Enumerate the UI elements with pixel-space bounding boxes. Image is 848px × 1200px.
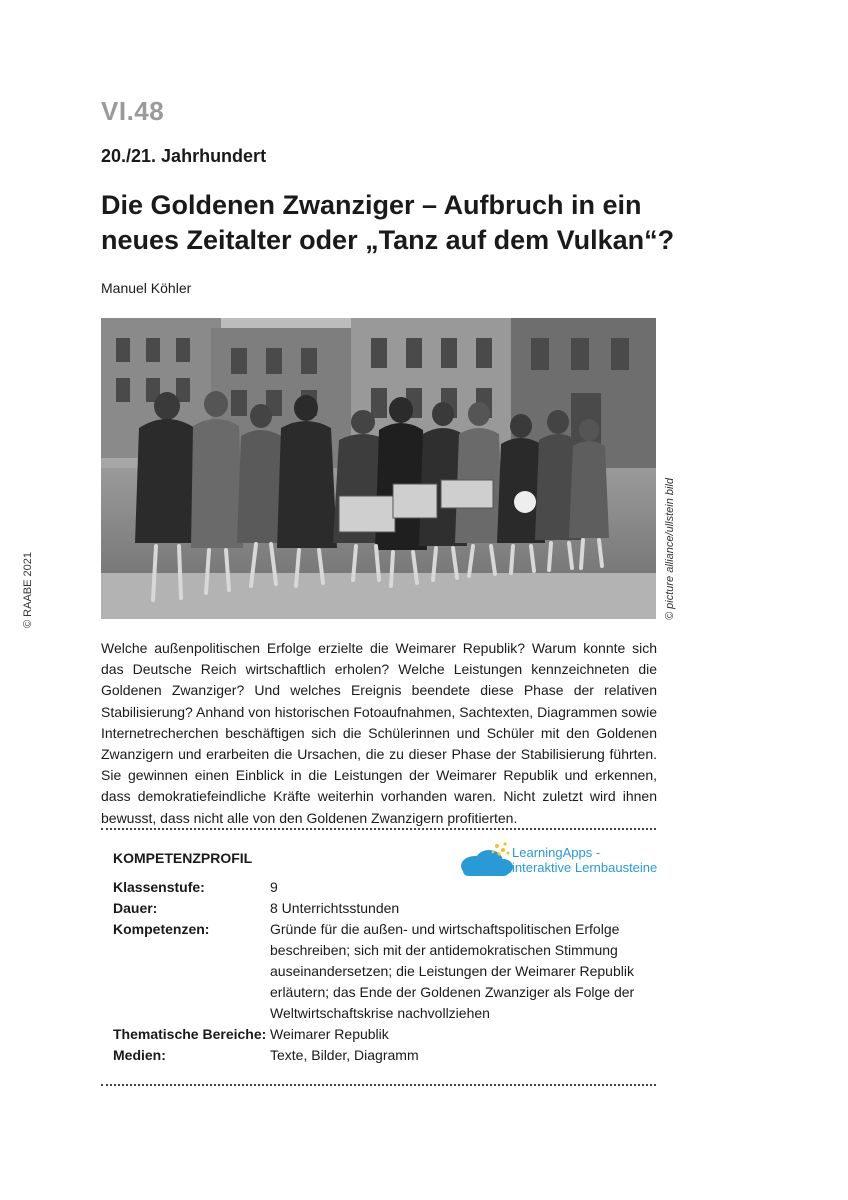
profile-value: 8 Unterrichtsstunden <box>270 900 400 916</box>
profile-row <box>113 1045 653 1066</box>
intro-paragraph: Welche außenpolitischen Erfolge erzielte die Weimarer Republik? Warum konnte sich das Deutsche Reich wirtschaftlich erholen? Welche Leistungen kennzeichneten die Goldenen Zwanziger? Und welches Ereignis beendete diese Phase der relativen Stabilisierung? Anhand von historischen Fotoaufnahmen, Sachtexten, Diagrammen sowie Internetrecherchen beschäftigen sich die Schülerinnen und Schüler mit den Goldenen Zwanzigern und erarbeiten die Ursachen, die zu dieser Phase der Stabilisierung führten. Sie gewinnen einen Einblick in die Leistungen der Weimarer Republik und erkennen, dass demokratiefeindliche Kräfte weiterhin vorhanden waren. Nicht zuletzt wird ihnen bewusst, dass nicht alle von den Goldenen Zwanzigern profitierten. <box>101 640 657 826</box>
author-name: Manuel Köhler <box>101 280 192 296</box>
profile-row <box>113 919 653 1024</box>
competence-profile-table <box>113 877 653 1066</box>
logo-line-1: LearningApps - <box>512 845 601 860</box>
profile-value: Weimarer Republik <box>270 1026 389 1042</box>
section-divider-top <box>101 828 656 830</box>
century-label: 20./21. Jahrhundert <box>101 146 267 166</box>
profile-value: Texte, Bilder, Diagramm <box>270 1047 419 1063</box>
competence-profile-heading: KOMPETENZPROFIL <box>113 850 253 866</box>
profile-row <box>113 1024 653 1045</box>
profile-key: Kompetenzen: <box>113 921 210 937</box>
learningapps-logo-text <box>512 845 657 875</box>
profile-value: 9 <box>270 879 278 895</box>
profile-value: Gründe für die außen- und wirtschaftspolitischen Erfolge beschreiben; sich mit der antidemokratischen Stimmung auseinandersetzen; die Leistungen der Weimarer Republik erläutern; das Ende der Goldenen Zwanziger als Folge der Weltwirtschaftskrise nachvollziehen <box>270 921 635 1021</box>
profile-key: Thematische Bereiche: <box>113 1026 267 1042</box>
page-title: Die Goldenen Zwanziger – Aufbruch in ein neues Zeitalter oder „Tanz auf dem Vulkan“? <box>101 190 675 255</box>
page-code: VI.48 <box>101 96 165 126</box>
profile-key: Medien: <box>113 1047 166 1063</box>
profile-key: Klassenstufe: <box>113 879 205 895</box>
section-divider-bottom <box>101 1084 656 1086</box>
photo-credit: © picture alliance/ullstein bild <box>664 477 676 620</box>
profile-key: Dauer: <box>113 900 158 916</box>
copyright-sidebar: © RAABE 2021 <box>22 552 34 628</box>
historical-photo <box>101 318 656 619</box>
photo-illustration <box>101 318 656 619</box>
logo-line-2: interaktive Lernbausteine <box>512 860 658 875</box>
profile-row <box>113 898 653 919</box>
profile-row <box>113 877 653 898</box>
